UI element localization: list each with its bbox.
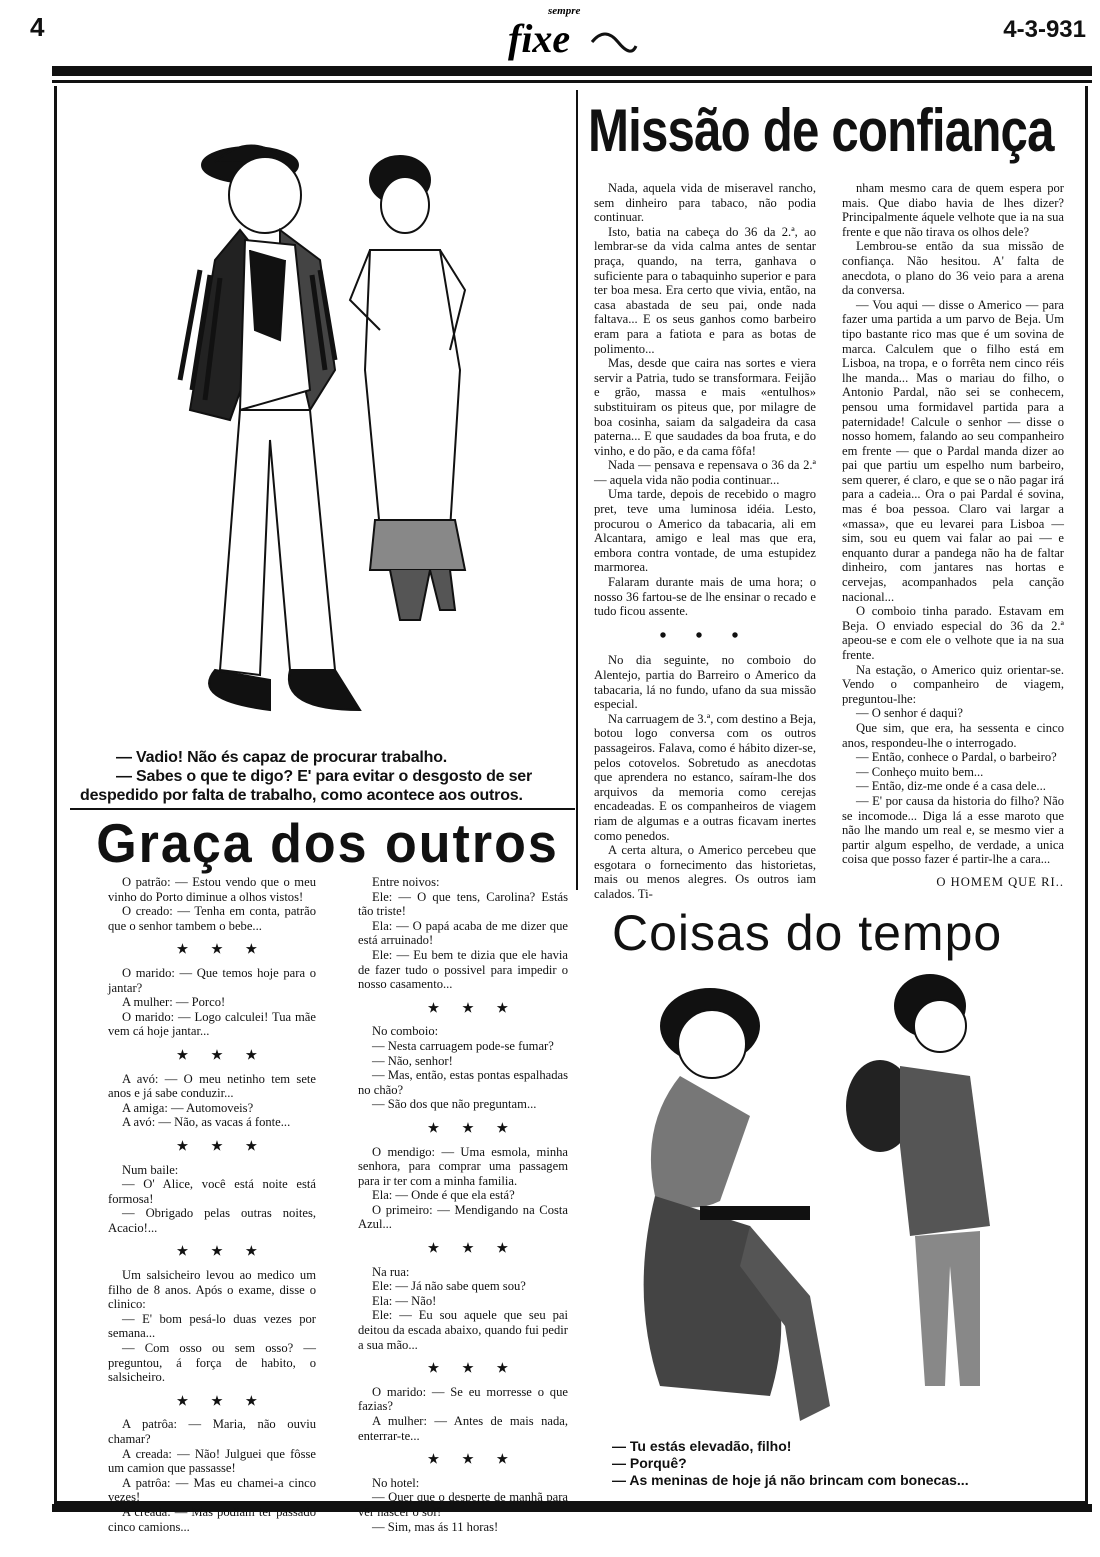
text-paragraph: Num baile: [122, 1162, 179, 1177]
text-paragraph: Uma tarde, depois de recebido o magro pret, teve uma luminosa idéia. Lesto, procurou o Americo da tabacaria, ali em Alcantara, amigo e leal mas que era, embora contra vontade, de uma estupidez marmorea. [594, 487, 816, 575]
text-paragraph: — Vou aqui — disse o Americo — para fazer uma partida a um parvo de Beja. Um tipo bastante rico mas que é um sovina de marca. Calculem que o filho está em Lisboa, na tropa, e o forrêta nem cinco réis lhe manda... Mas o mariau do filho, o Antonio Pardal, não sei se conhecem, pensou uma formidavel partida para a paternidade! Calcule o senhor — disse o nosso homem, falando ao seu companheiro em frente — que o Pardal manda dizer ao pai que partiu um espelho num barbeiro, sem querer, é claro, e que se o não pagar irá para a cadeia... Ora o pai Pardal é sovina, mas é boa pessoa. Claro vai largar a «massa», que eu levarei para Lisboa — sim, sou eu quem vai falar ao pai — e enquanto durar a pandega não ha de faltar dinheiro, com jantares nas hortas e cervejas, acompanhados pela canção nacional... [842, 297, 1064, 604]
text-paragraph: O mendigo: — Uma esmola, minha senhora, para comprar uma passagem para ir ter com a minha familia. [358, 1144, 568, 1188]
missao-column-2 [842, 181, 1064, 890]
star-divider: ★ ★ ★ [427, 1241, 519, 1256]
star-divider: ★ ★ ★ [427, 1361, 519, 1376]
star-divider: ★ ★ ★ [427, 1452, 519, 1467]
text-paragraph: — Então, conhece o Pardal, o barbeiro? [856, 750, 1057, 765]
text-paragraph: — São dos que não preguntam... [372, 1097, 537, 1112]
text-paragraph: A mulher: — Antes de mais nada, enterrar-te... [358, 1414, 568, 1443]
section-dots: • • • [659, 624, 751, 647]
text-paragraph: Entre noivos: [372, 875, 440, 889]
issue-date: 4-3-931 [1003, 16, 1086, 43]
header-rule-thin [52, 80, 1092, 83]
masthead-logo [500, 2, 640, 62]
star-divider: ★ ★ ★ [176, 1393, 268, 1408]
text-paragraph: nham mesmo cara de quem espera por mais. Que diabo havia de lhes dizer? Principalmente áquele velhote que ia na sua frente e que não tirava os olhos dele? [842, 181, 1064, 239]
text-paragraph: — O' Alice, você está noite está formosa! [108, 1177, 316, 1206]
star-divider: ★ ★ ★ [176, 942, 268, 957]
column-divider [576, 90, 578, 890]
text-paragraph: A certa altura, o Americo percebeu que esgotara o fornecimento das historietas, mais ou menos alegres. Os outros iam calados. Ti- [594, 843, 816, 901]
text-paragraph: A avó: — O meu netinho tem sete anos e já sabe conduzir... [108, 1071, 316, 1101]
caption-line-2: — Sabes o que te digo? E' para evitar o desgosto de ser despedido por falta de trabalho, como acontece aos outros. [80, 768, 533, 804]
text-paragraph: Nada, aquela vida de miseravel rancho, sem dinheiro para tabaco, não podia continuar. [594, 181, 816, 225]
star-divider: ★ ★ ★ [427, 1000, 519, 1015]
text-paragraph: — Nesta carruagem pode-se fumar? [372, 1038, 554, 1053]
text-paragraph: — Sim, mas ás 11 horas! [372, 1519, 499, 1534]
text-paragraph: A creada: — Mas podiam ter passado cinco camions... [108, 1504, 316, 1534]
text-paragraph: A mulher: — Porco! [122, 995, 226, 1010]
text-paragraph: Lembrou-se então da sua missão de confiança. Não hesitou. A' falta de anecdota, o plano do 36 veio para a arena da conversa. [842, 239, 1064, 298]
graca-column-1 [108, 875, 316, 1534]
text-paragraph: O marido: — Se eu morresse o que fazias? [358, 1384, 568, 1414]
text-paragraph: — E' por causa da historia do filho? Não se incomode... Diga lá a esse maroto que não lhe mando um real e, se mesmo vier a partir algum espelho, de verdade, a unica coisa que posso fazer é partir-lhe a cara... [842, 793, 1064, 867]
header-rule [52, 66, 1092, 76]
masthead-small: sempre [548, 5, 581, 17]
text-paragraph: Na estação, o Americo quiz orientar-se. Vendo o companheiro de viagem, preguntou-lhe: [842, 662, 1064, 706]
page-number: 4 [30, 12, 45, 42]
coisas-caption-line-2: — Porquê? [612, 1455, 687, 1471]
text-paragraph: A patrôa: — Mas eu chamei-a cinco vezes! [108, 1475, 316, 1505]
text-paragraph: — Não, senhor! [372, 1053, 453, 1068]
text-paragraph: Ele: — Já não sabe quem sou? [372, 1279, 526, 1294]
article-signature: O HOMEM QUE RI.. [936, 874, 1064, 889]
coisas-title: Coisas do tempo [612, 905, 1003, 961]
coisas-illustration [600, 966, 1062, 1444]
coisas-caption-line-3: — As meninas de hoje já não brincam com bonecas... [612, 1472, 969, 1488]
masthead-title: fixe [508, 16, 571, 61]
text-paragraph: — O senhor é daqui? [856, 706, 964, 721]
text-paragraph: Um salsicheiro levou ao medico um filho de 8 anos. Após o exame, disse o clinico: [108, 1268, 316, 1312]
text-paragraph: O primeiro: — Mendigando na Costa Azul... [358, 1202, 568, 1232]
text-paragraph: Isto, batia na cabeça do 36 da 2.ª, ao lembrar-se da vida calma antes de sentar praça, quando, na terra, ganhava o suficiente para o tabaquinho superior e para ter boa mesa. Era certo que vivia, então, na casa abastada de seu pai, onde nada faltava... E os seus ganhos como barbeiro eram para a fatiota e para as botas de polimento... [594, 224, 816, 356]
text-paragraph: — E' bom pesá-lo duas vezes por semana... [108, 1311, 316, 1341]
text-paragraph: — Obrigado pelas outras noites, Acacio!... [108, 1206, 316, 1235]
text-paragraph: O creado: — Tenha em conta, patrão que o senhor tambem o bebe... [108, 904, 316, 933]
text-paragraph: Na rua: [372, 1264, 410, 1279]
star-divider: ★ ★ ★ [427, 1120, 519, 1135]
text-paragraph: Falaram durante mais de uma hora; o nosso 36 fartou-se de lhe ensinar o recado e tudo ficou assente. [594, 575, 816, 619]
text-paragraph: Ela: — Não! [372, 1293, 437, 1308]
caption-line-1: — Vadio! Não és capaz de procurar trabalho. [116, 749, 448, 766]
graca-column-2 [358, 875, 568, 1534]
star-divider: ★ ★ ★ [176, 1244, 268, 1259]
text-paragraph: Na carruagem de 3.ª, com destino a Beja, botou logo conversa com os outros passageiros. Falava, como é hábito dizer-se, pelos cotovelos. Sobretudo as anecdotas que aprendera no estanco, saíram-lhe dos arquivos da memoria como cerejas encadeadas. E os companheiros de viagem riam de algumas e a outras ficavam inertes como penedos. [594, 711, 816, 843]
text-paragraph: O patrão: — Estou vendo que o meu vinho do Porto diminue a olhos vistos! [108, 875, 316, 904]
section-separator [70, 808, 575, 810]
text-paragraph: — Quer que o desperte de manhã para vêr nascer o sol? [358, 1490, 568, 1519]
text-paragraph: Ela: — Onde é que ela está? [372, 1188, 515, 1203]
text-paragraph: Nada — pensava e repensava o 36 da 2.ª — aquela vida não podia continuar... [594, 458, 816, 487]
star-divider: ★ ★ ★ [176, 1047, 268, 1062]
coisas-caption [612, 1438, 1062, 1489]
text-paragraph: Ele: — Eu bem te dizia que ele havia de fazer tudo o possivel para impedir o nosso casamento... [358, 947, 568, 992]
missao-title: Missão de confiança [588, 97, 1054, 164]
text-paragraph: A amiga: — Automoveis? [122, 1100, 254, 1115]
cartoon-illustration [120, 110, 540, 740]
text-paragraph: No comboio: [372, 1024, 439, 1039]
text-paragraph: A creada: — Não! Julguei que fôsse um camion que passasse! [108, 1446, 316, 1476]
text-paragraph: O marido: — Logo calculei! Tua mãe vem cá hoje jantar... [108, 1009, 316, 1039]
coisas-caption-line-1: — Tu estás elevadão, filho! [612, 1438, 792, 1454]
text-paragraph: No dia seguinte, no comboio do Alentejo, partia do Barreiro o Americo da tabacaria, lá no fundo, ufano da sua missão especial. [594, 653, 816, 712]
text-paragraph: Ele: — O que tens, Carolina? Estás tão triste! [358, 889, 568, 919]
text-paragraph: No hotel: [372, 1475, 420, 1490]
text-paragraph: Ele: — Eu sou aquele que seu pai deitou da escada abaixo, quando fui pedir a sua mão... [358, 1308, 568, 1352]
text-paragraph: Que sim, que era, ha sessenta e cinco anos, respondeu-lhe o interrogado. [842, 720, 1064, 750]
graca-title: Graça dos outros [96, 813, 559, 875]
star-divider: ★ ★ ★ [176, 1138, 268, 1153]
text-paragraph: — Então, diz-me onde é a casa dele... [856, 779, 1046, 794]
text-paragraph: A avó: — Não, as vacas á fonte... [122, 1115, 291, 1130]
text-paragraph: — Conheço muito bem... [856, 764, 984, 779]
text-paragraph: Ela: — O papá acaba de me dizer que está arruinado! [358, 918, 568, 948]
text-paragraph: — Com osso ou sem osso? — preguntou, á força de habito, o salsicheiro. [108, 1341, 316, 1385]
cartoon-caption [80, 748, 575, 805]
missao-column-1 [594, 181, 816, 902]
text-paragraph: Mas, desde que caira nas sortes e viera servir a Patria, tudo se transformara. Feijão e grão, massa e mais «entulhos» substituiram os piteus que, por milagre de boa cosinha, saiam da salgadeira da casa paterna... E que saudades da boa fruta, e do vinho, e do pão, e da cama fôfa! [594, 356, 816, 458]
text-paragraph: O comboio tinha parado. Estavam em Beja. O enviado especial do 36 da 2.ª apeou-se e com ele o velhote que ia na sua frente. [842, 604, 1064, 662]
text-paragraph: — Mas, então, estas pontas espalhadas no chão? [358, 1068, 568, 1097]
text-paragraph: O marido: — Que temos hoje para o jantar? [108, 965, 316, 995]
text-paragraph: A patrôa: — Maria, não ouviu chamar? [108, 1417, 316, 1446]
